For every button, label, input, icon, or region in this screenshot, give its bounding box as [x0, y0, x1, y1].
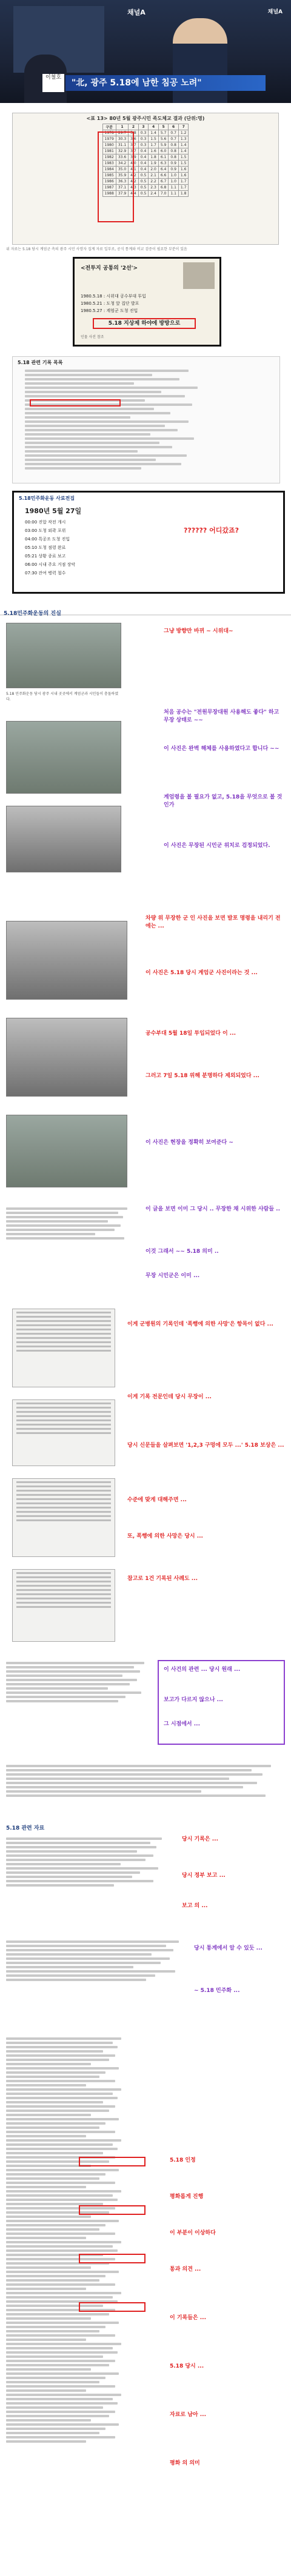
broadcast-screenshot [0, 0, 291, 103]
archive-entry: 06:00 시내 주요 거점 장악 [25, 562, 76, 567]
crowd-photo [6, 806, 121, 872]
hospital-record-scan [12, 1309, 115, 1387]
side-note: 계엄령을 볼 필요가 없고, 5.18을 무엇으로 볼 것인가 [164, 794, 283, 808]
article-header [0, 606, 291, 616]
archive-header: 5.18민주화운동 사료전집 [19, 496, 75, 501]
side-note: 이 글을 보면 이미 그 당시 .. 무장한 채 시위한 사람들 .. [146, 1206, 281, 1212]
soldiers-photo [6, 1018, 127, 1097]
bottom-note: 이 기록들은 ... [170, 2315, 206, 2321]
section-heading: 5.18 관련 자료 [6, 1825, 45, 1831]
side-note: 당시 기록은 ... [182, 1836, 218, 1842]
military-truck-photo [6, 921, 127, 1000]
side-note: 보고 의 ... [182, 1903, 208, 1909]
bottom-text-block [6, 2036, 127, 2445]
side-note: 수준에 맞게 대해주면 ... [127, 1497, 187, 1503]
bottom-note: 평화롭게 진행 [170, 2194, 204, 2200]
chronology-line: 1980.5.21 : 도청 앞 집단 발포 [81, 301, 139, 306]
bottom-note: 자료로 남아 ... [170, 2412, 206, 2418]
statistics-table: 구분 1 2 3 4 5 6 7 1978 29.7 3.8 0.3 1.4 5.7 0.7 1.2 1979 30.3 3.6 0.3 1.5 5.6 0.7 1.3 1980 31.1 3.7 0.3 1.7 5.9 0.8 1.4 1981 32.9 3.7 0.4 1.6 6.0 0.8 1.4 1982 33.6 3.9 0.4 1.8 6.1 0.8 1.5 1983 34.2 4.0 0.4 1.9 6.3 0.9 1.5 1984 35.0 4.1 0.4 2.0 6.4 0.9 1.6 1985 35.9 4.2 0.5 2.1 6.6 1.0 1.6 1986 36.3 4.2 0.5 2.2 6.7 1.0 1.7 1987 37.1 4.3 0.5 2.3 6.8 1.1 1.7 1988 37.9 4.4 0.5 2.4 7.0 1.1 1.8 [102, 124, 189, 197]
side-note: 이 사진은 5.18 당시 계엄군 사진이라는 것 ... [146, 970, 258, 976]
article-text-block [6, 1763, 285, 1799]
side-note: 이게 기록 전문인데 당시 무장이 ... [127, 1394, 212, 1400]
annotation-text: ?????? 어디갔죠? [184, 526, 239, 534]
article-text-block [6, 1206, 133, 1241]
side-note: 또, 폭행에 의한 사망은 당시 ... [127, 1533, 203, 1539]
side-note: 보고가 다르지 않으나 ... [164, 1697, 223, 1703]
highlight-box [79, 2157, 146, 2166]
archive-entry: 05:10 도청 점령 완료 [25, 545, 66, 550]
portrait-photo [183, 262, 215, 289]
records-list-document [12, 356, 280, 483]
bottom-note: 5.18 당시 ... [170, 2363, 204, 2369]
article-text-block [6, 1836, 170, 1888]
chronology-line: 1980.5.18 : 시위대 공수부대 투입 [81, 294, 146, 299]
archive-entry: 00:00 진압 작전 개시 [25, 520, 66, 525]
chronology-document [73, 257, 221, 347]
bottom-note: 이 부분이 이상하다 [170, 2230, 216, 2236]
side-note: 이 사진은 현장을 정확히 보여준다 ~ [146, 1140, 233, 1146]
article-text-block [6, 1660, 152, 1704]
newspaper-scan [12, 1478, 115, 1557]
side-note: 참고로 1건 기록된 사례도 ... [127, 1576, 198, 1582]
side-note: 이 사진은 무장된 시민군 위치로 검정되었다. [164, 843, 270, 849]
channel-logo: 채널A [127, 8, 146, 16]
side-note: 무장 시민군은 이미 ... [146, 1273, 200, 1279]
armored-vehicle-photo [6, 1115, 127, 1187]
side-note: 그러고 7일 5.18 위해 분명하다 제외되었다 ... [146, 1073, 259, 1079]
protest-photo [6, 623, 121, 688]
archive-entry: 04:00 특공조 도청 진입 [25, 537, 70, 542]
archive-document [12, 491, 285, 594]
report-scan [12, 1569, 115, 1642]
chronology-note: 인물 사진 참조 [81, 335, 104, 339]
highlight-line: 5.18 지상제 하야에 방방으로 [93, 318, 196, 329]
side-note: 당시 신문들을 살펴보면 '1,2,3 구멍에 모두 ...' 5.18 보상은 ... [127, 1442, 284, 1449]
side-note: 이것 그래서 ~~ 5.18 의미 .. [146, 1249, 219, 1255]
statistics-document [12, 113, 279, 245]
highlight-box [98, 131, 134, 222]
street-photo [6, 721, 121, 794]
highlight-box [30, 399, 121, 407]
corner-logo: 채널A [267, 9, 283, 15]
bottom-note: 통과 의견 ... [170, 2266, 201, 2272]
archive-entry: 03:00 도청 외곽 포위 [25, 528, 66, 533]
side-note: 공수부대 5월 18일 투입되었다 이 ... [146, 1031, 236, 1037]
bottom-note: 평화 의 의미 [170, 2460, 200, 2466]
highlight-box [79, 2302, 146, 2312]
side-note: 이게 군병원의 기록인데 '폭행에 의한 사망'은 항목이 없다 ... [127, 1321, 273, 1327]
chronology-heading: <전투지 공통의 '2선'> [81, 265, 138, 271]
document-caption: 위 자료는 5.18 당시 계엄군 측의 광주 시민 사망자 집계 자료 일부로, 공식 통계와 비교 검증이 필요한 부분이 있음 [6, 247, 187, 251]
article-body: 5.18 민주화운동 당시 광주 시내 곳곳에서 계엄군과 시민들이 충돌하였다. [6, 692, 119, 702]
side-note: 이 사건의 관련 ... 당시 원래 ... [164, 1667, 241, 1673]
headline-note: 그냥 방향만 바뀌 ~ 시위대~ [164, 628, 233, 634]
side-note: ~ 5.18 민주화 ... [194, 1988, 240, 1994]
records-heading: 5.18 관련 기록 목록 [18, 360, 63, 365]
chronology-line: 1980.5.27 : 계엄군 도청 진입 [81, 308, 138, 313]
records-lines [25, 368, 207, 471]
document-title: <표 13> 80년 5월 광주시민 족도체교 결과 (단위:명) [86, 116, 205, 121]
archive-entry: 05:21 상황 종료 보고 [25, 554, 66, 559]
headline-caption: "北, 광주 5.18에 남한 침공 노려" [65, 75, 266, 91]
anchor-name: 이철호 [42, 74, 64, 92]
side-note: 당시 통계에서 알 수 있듯 ... [194, 1945, 263, 1951]
side-note: 이 사진은 완벽 해체를 사용하였다고 합니다 ~~ [164, 746, 279, 752]
side-note: 차량 위 무장한 군 인 사진을 보면 발포 명령을 내리기 전에는 ... [146, 915, 281, 929]
archive-entry: 07:30 잔여 병력 철수 [25, 571, 66, 576]
bottom-note: 5.18 인정 [170, 2157, 196, 2163]
highlight-box [79, 2254, 146, 2263]
record-scan [12, 1399, 115, 1466]
archive-date: 1980년 5월 27일 [25, 507, 82, 515]
side-note: 처음 공수는 "전원무장대원 사용해도 좋다" 하고 무장 상태로 ~~ [164, 709, 279, 723]
article-text-block [6, 1939, 188, 1983]
highlight-box [79, 2205, 146, 2215]
side-note: 당시 정부 보고 ... [182, 1873, 226, 1879]
site-title: 5.18민주화운동의 진실 [4, 611, 61, 617]
side-note: 그 시점에서 ... [164, 1721, 200, 1727]
